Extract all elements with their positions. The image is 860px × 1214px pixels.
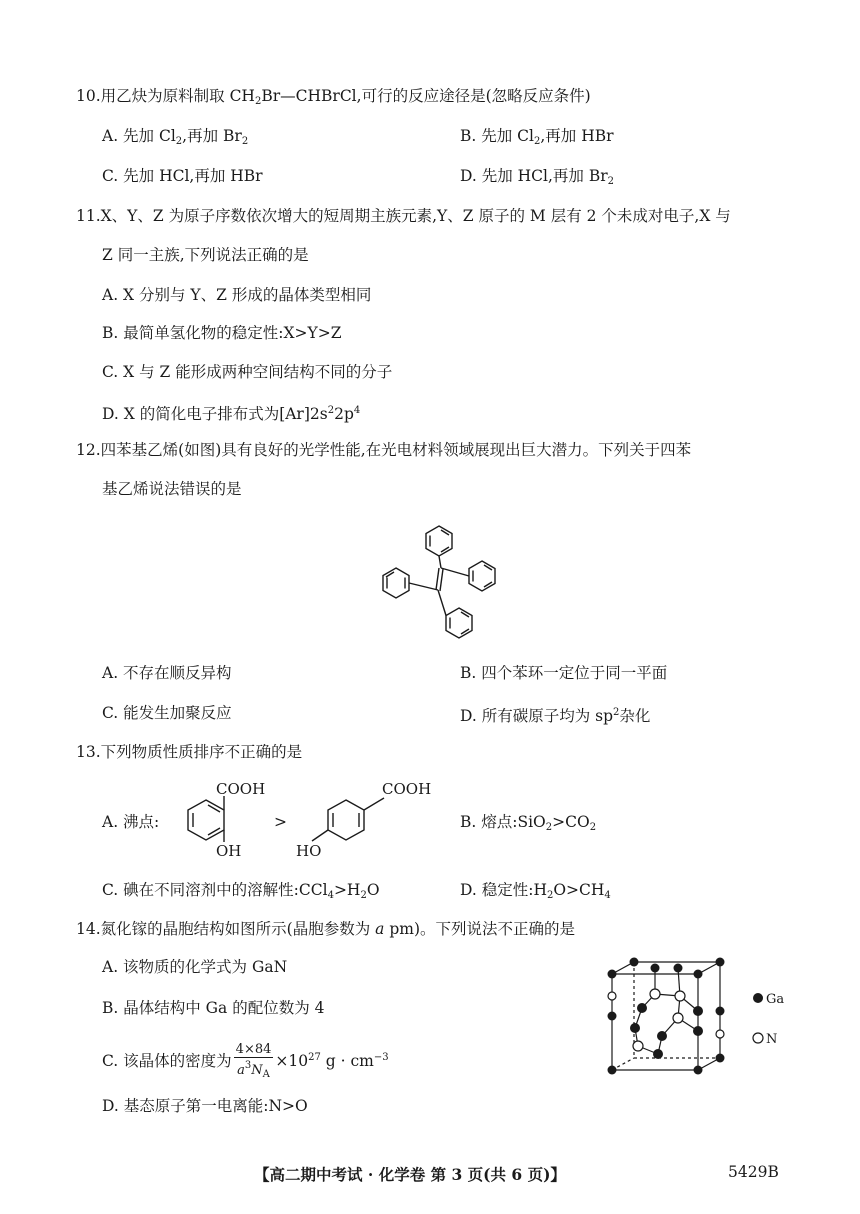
4-hydroxybenzoic-acid-structure: [290, 778, 440, 862]
footer-code: 5429B: [728, 1163, 779, 1181]
q11-option-d: D. X 的简化电子排布式为$[Ar]2s^22p^4$: [102, 405, 361, 423]
n-legend-marker: [753, 1033, 763, 1043]
density-fraction: $\frac{4\times 84}{a^3N_A}$: [235, 1042, 272, 1080]
q11-stem-line1: 11.X、Y、Z 为原子序数依次增大的短周期主族元素,Y、Z 原子的 M 层有 2 个未成对电子,X 与: [76, 207, 731, 225]
q13-stem: 13.下列物质性质排序不正确的是: [76, 743, 303, 761]
footer-title: 【高二期中考试 · 化学卷 第 3 页(共 6 页)】: [254, 1165, 566, 1184]
q10-option-a: A. 先加 $Cl_2$,再加 $Br_2$: [102, 127, 249, 147]
q12-stem-line1: 12.四苯基乙烯(如图)具有良好的光学性能,在光电材料领域展现出巨大潜力。下列关于四苯: [76, 441, 692, 459]
ga-atoms: [608, 958, 725, 1075]
q12-option-a: A. 不存在顺反异构: [102, 664, 232, 682]
q10-stem: 10.用乙炔为原料制取 $CH_2Br—CHBrCl$,可行的反应途径是(忽略反应条件): [76, 87, 591, 107]
q13-gt-symbol: >: [274, 813, 287, 831]
n-atoms: [608, 989, 724, 1051]
q13-option-d: D. 稳定性$:H_2O>CH_4$: [460, 881, 611, 901]
q11-stem-line2: Z 同一主族,下列说法正确的是: [102, 246, 309, 264]
tetraphenylethylene-structure: [372, 520, 512, 650]
cooh-label-1: COOH: [216, 780, 266, 798]
q11-option-c: C. X 与 Z 能形成两种空间结构不同的分子: [102, 363, 393, 381]
q10-option-b: B. 先加 $Cl_2$,再加 HBr: [460, 127, 614, 147]
q11-option-b: B. 最简单氢化物的稳定性:X>Y>Z: [102, 324, 342, 342]
oh-label: OH: [216, 842, 242, 860]
q13-option-b: B. 熔点$:SiO_2>CO_2$: [460, 813, 597, 833]
q12-option-c: C. 能发生加聚反应: [102, 704, 232, 722]
q12-stem-line2: 基乙烯说法错误的是: [102, 480, 242, 498]
q14-stem: 14.氮化镓的晶胞结构如图所示(晶胞参数为 a pm)。下列说法不正确的是: [76, 920, 575, 938]
q10-option-c: C. 先加 HCl,再加 HBr: [102, 167, 263, 185]
n-legend-label: N: [766, 1032, 778, 1047]
gan-unit-cell-diagram: [600, 956, 790, 1080]
q13-option-c: C. 碘在不同溶剂中的溶解性$:CCl_4>H_2O$: [102, 881, 380, 901]
ga-legend-marker: [753, 993, 763, 1003]
q12-option-b: B. 四个苯环一定位于同一平面: [460, 664, 668, 682]
q14-option-b: B. 晶体结构中 Ga 的配位数为 4: [102, 999, 325, 1017]
q14-option-d: D. 基态原子第一电离能:N>O: [102, 1097, 308, 1115]
ga-legend-label: Ga: [766, 992, 785, 1007]
q10-option-d: D. 先加 HCl,再加 $Br_2$: [460, 167, 615, 187]
salicylic-acid-structure: [168, 778, 278, 862]
cooh-label-2: COOH: [382, 780, 432, 798]
q14-option-c: C. 该晶体的密度为 $\frac{4\times 84}{a^3N_A}$ $\times 10^{27}$ $g \cdot cm^{-3}$: [102, 1042, 389, 1080]
q14-option-a: A. 该物质的化学式为 GaN: [102, 958, 288, 976]
q12-option-d: D. 所有碳原子均为 $sp^2$杂化: [460, 707, 651, 725]
q11-option-a: A. X 分别与 Y、Z 形成的晶体类型相同: [102, 286, 372, 304]
ho-label: HO: [296, 842, 322, 860]
q13-option-a-label: A. 沸点:: [102, 813, 160, 831]
